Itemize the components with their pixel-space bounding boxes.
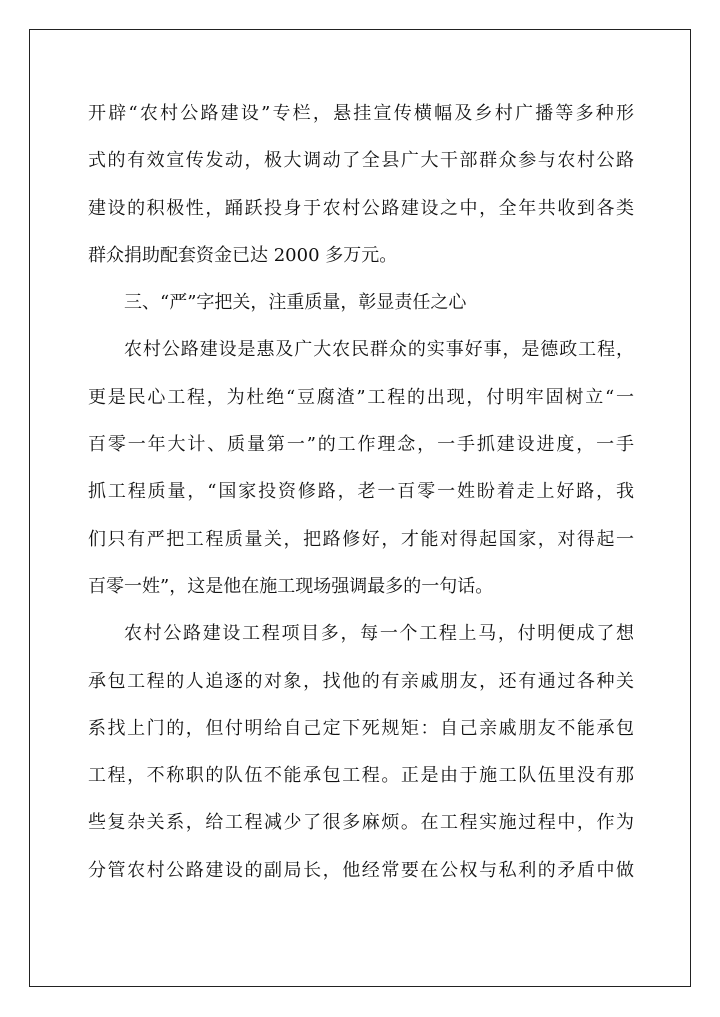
text-line: 工程，不称职的队伍不能承包工程。正是由于施工队伍里没有那 (88, 765, 634, 787)
text-line: 开辟“农村公路建设”专栏，悬挂宣传横幅及乡村广播等多种形 (88, 103, 634, 124)
text-line: 群众捐助配套资金已达 2000 多万元。 (88, 244, 398, 266)
text-line: 农村公路建设工程项目多，每一个工程上马，付明便成了想 (124, 623, 634, 645)
text-line: 农村公路建设是惠及广大农民群众的实事好事，是德政工程， (124, 339, 634, 361)
text-line: 分管农村公路建设的副局长，他经常要在公权与私利的矛盾中做 (88, 859, 634, 881)
section-heading: 三、“严”字把关，注重质量，彰显责任之心 (124, 292, 467, 314)
document-body (88, 90, 634, 894)
text-line: 承包工程的人追逐的对象，找他的有亲戚朋友，还有通过各种关 (88, 670, 634, 692)
text-line: 们只有严把工程质量关，把路修好，才能对得起国家，对得起一 (88, 528, 634, 550)
text-line: 系找上门的，但付明给自己定下死规矩：自己亲戚朋友不能承包 (88, 717, 634, 739)
text-line: 百零一年大计、质量第一”的工作理念，一手抓建设进度，一手 (88, 434, 634, 456)
text-line: 抓工程质量，“国家投资修路，老一百零一姓盼着走上好路，我 (88, 481, 634, 503)
text-line: 些复杂关系，给工程减少了很多麻烦。在工程实施过程中，作为 (88, 812, 634, 834)
text-line: 建设的积极性，踊跃投身于农村公路建设之中，全年共收到各类 (88, 197, 634, 219)
text-line: 更是民心工程，为杜绝“豆腐渣”工程的出现，付明牢固树立“一 (88, 386, 634, 408)
text-line: 式的有效宣传发动，极大调动了全县广大干部群众参与农村公路 (88, 150, 634, 172)
text-line: 百零一姓”，这是他在施工现场强调最多的一句话。 (88, 575, 494, 597)
